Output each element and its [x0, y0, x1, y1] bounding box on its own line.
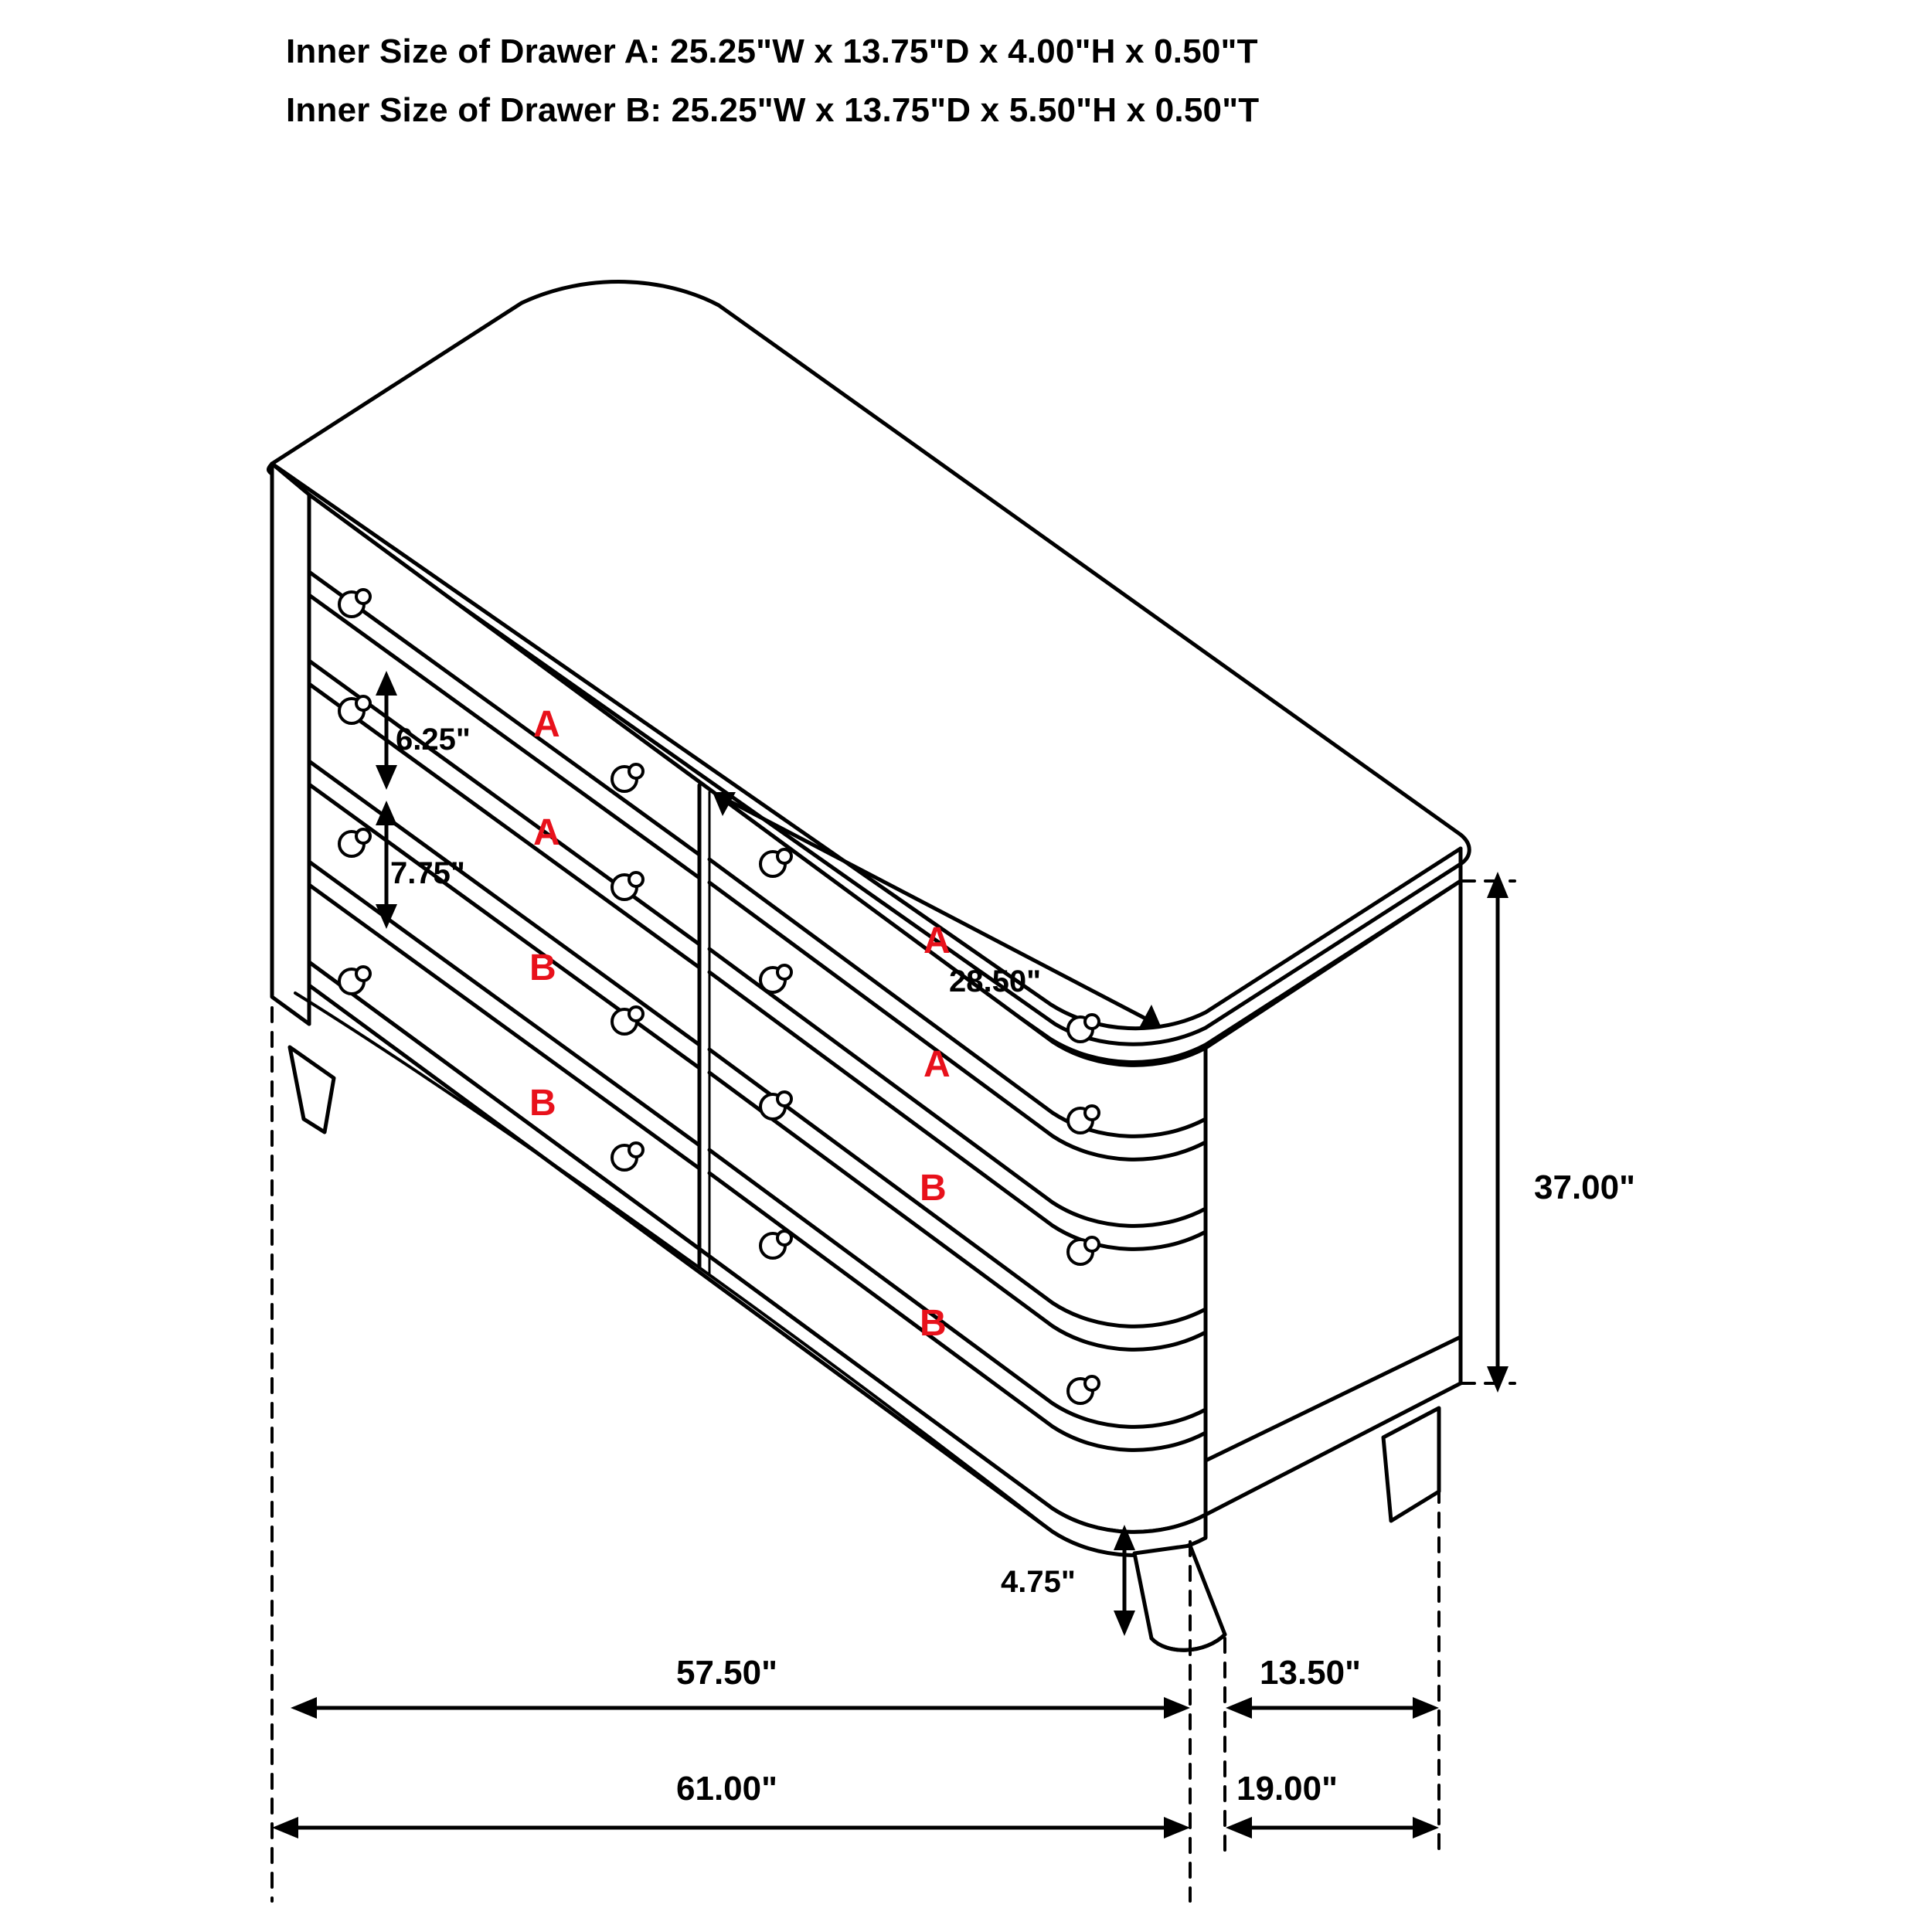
- dim-overall-depth: 19.00": [1236, 1770, 1338, 1808]
- drawer-label-left-1: A: [533, 704, 560, 745]
- dim-top-depth: 28.50": [949, 964, 1042, 998]
- drawer-label-right-4: B: [920, 1303, 947, 1344]
- dim-overall-height: 37.00": [1534, 1168, 1635, 1206]
- drawer-a-spec-text: Inner Size of Drawer A: 25.25"W x 13.75"D x 4.00"H x 0.50"T: [286, 32, 1258, 70]
- dim-drawer-a-height: 6.25": [396, 723, 471, 757]
- drawer-b-spec-text: Inner Size of Drawer B: 25.25"W x 13.75"D x 5.50"H x 0.50"T: [286, 91, 1260, 129]
- drawer-label-left-3: B: [529, 947, 556, 988]
- dim-case-width: 57.50": [676, 1654, 777, 1692]
- drawer-label-right-2: A: [923, 1044, 951, 1085]
- drawer-label-left-2: A: [533, 812, 560, 853]
- dim-drawer-b-height: 7.75": [390, 856, 465, 890]
- drawer-label-right-3: B: [920, 1168, 947, 1209]
- dresser-left-side-panel: [272, 464, 309, 1024]
- dim-overall-width: 61.00": [676, 1770, 777, 1808]
- dim-case-depth: 13.50": [1260, 1654, 1361, 1692]
- dim-leg-height: 4.75": [1001, 1565, 1076, 1599]
- drawer-label-left-4: B: [529, 1083, 556, 1124]
- drawer-label-right-1: A: [923, 920, 951, 961]
